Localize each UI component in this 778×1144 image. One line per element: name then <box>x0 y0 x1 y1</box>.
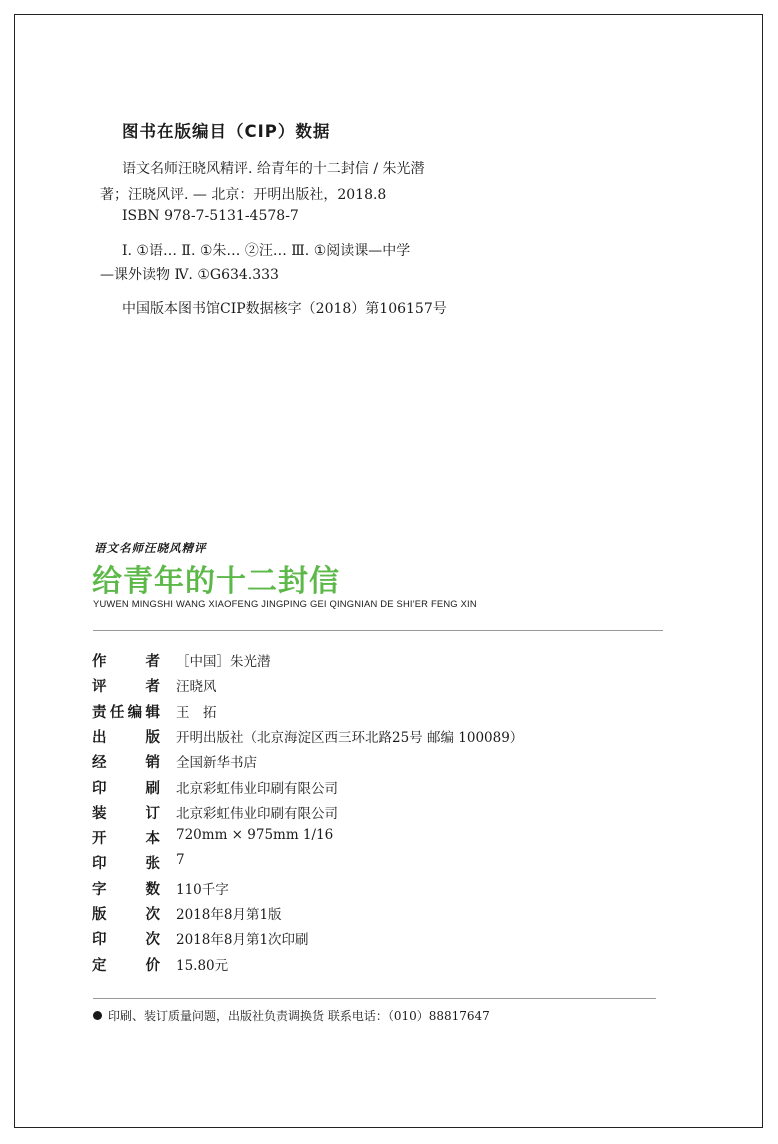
info-value: 王 拓 <box>176 704 217 721</box>
info-label <box>92 777 160 798</box>
info-label-char: 字 <box>92 881 107 898</box>
info-label-char: 本 <box>145 831 160 848</box>
info-label-char: 编 <box>127 704 143 721</box>
info-value: 北京彩虹伟业印刷有限公司 <box>176 780 338 797</box>
footer-note <box>93 1007 490 1024</box>
divider-top <box>93 630 663 631</box>
info-value: 15.80元 <box>176 957 229 974</box>
info-label-char: 作 <box>92 654 107 670</box>
info-label-char: 张 <box>145 856 160 873</box>
info-value: 北京彩虹伟业印刷有限公司 <box>176 805 338 822</box>
info-value: 开明出版社（北京海淀区西三环北路25号 邮编 100089） <box>176 729 524 746</box>
info-label-char: 开 <box>92 831 107 848</box>
info-label-char: 装 <box>92 805 107 822</box>
info-value: 全国新华书店 <box>176 755 257 772</box>
info-label <box>92 928 160 949</box>
info-label <box>92 650 160 671</box>
divider-bottom <box>93 998 656 999</box>
info-label <box>92 726 160 747</box>
cip-line-1: 语文名师汪晓风精评. 给青年的十二封信 / 朱光潜 <box>122 161 425 177</box>
info-label <box>92 751 160 772</box>
book-title: 给青年的十二封信 <box>92 564 340 599</box>
info-value: 110千字 <box>176 881 229 898</box>
info-label <box>92 827 160 848</box>
info-label-char: 销 <box>145 755 160 772</box>
info-label <box>92 802 160 823</box>
book-pinyin: YUWEN MINGSHI WANG XIAOFENG JINGPING GEI QINGNIAN DE SHI'ER FENG XIN <box>93 598 477 609</box>
info-label-char: 出 <box>92 729 107 746</box>
info-label-char: 评 <box>92 679 107 696</box>
info-label-char: 价 <box>145 957 160 974</box>
info-label-char: 印 <box>92 932 107 949</box>
cip-line-5: —课外读物 Ⅳ. ①G634.333 <box>100 267 279 283</box>
info-label-char: 印 <box>92 780 107 797</box>
info-value: 汪晓风 <box>176 679 217 696</box>
cip-line-3: ISBN 978-7-5131-4578-7 <box>122 208 299 224</box>
cip-line-4: Ⅰ. ①语… Ⅱ. ①朱… ②汪… Ⅲ. ①阅读课—中学 <box>122 243 411 259</box>
cip-line-6: 中国版本图书馆CIP数据核字（2018）第106157号 <box>122 301 447 317</box>
info-label-char: 经 <box>92 755 107 772</box>
bullet-icon <box>93 1011 102 1020</box>
cip-title: 图书在版编目（CIP）数据 <box>122 122 331 141</box>
cip-line-2: 著；汪晓风评. — 北京：开明出版社，2018.8 <box>100 187 387 203</box>
info-label-char: 印 <box>92 856 107 873</box>
info-label <box>92 852 160 873</box>
info-label-char: 次 <box>145 907 160 923</box>
info-label-char: 者 <box>145 654 160 670</box>
info-label <box>92 954 160 975</box>
info-label <box>92 675 160 696</box>
info-label-char: 责 <box>92 704 107 721</box>
info-label-char: 辑 <box>145 704 160 721</box>
info-value: 720mm × 975mm 1/16 <box>176 827 334 844</box>
footer-text: 印刷、装订质量问题，出版社负责调换货 联系电话：（010）88817647 <box>108 1009 490 1023</box>
info-label-char: 者 <box>145 679 160 696</box>
series-name: 语文名师汪晓风精评 <box>94 541 207 555</box>
info-value: ［中国］朱光潜 <box>176 654 271 670</box>
info-label-char: 版 <box>92 907 107 923</box>
info-label-char: 任 <box>109 704 125 721</box>
info-label <box>92 701 160 722</box>
info-label <box>92 903 160 924</box>
info-label <box>92 878 160 899</box>
info-label-char: 数 <box>145 881 160 898</box>
info-value: 2018年8月第1次印刷 <box>176 932 309 949</box>
info-label-char: 版 <box>145 729 160 746</box>
info-label-char: 订 <box>145 805 160 822</box>
info-label-char: 定 <box>92 957 107 974</box>
info-value: 2018年8月第1版 <box>176 907 282 923</box>
info-label-char: 次 <box>145 932 160 949</box>
info-value: 7 <box>176 852 185 869</box>
info-label-char: 刷 <box>145 780 160 797</box>
